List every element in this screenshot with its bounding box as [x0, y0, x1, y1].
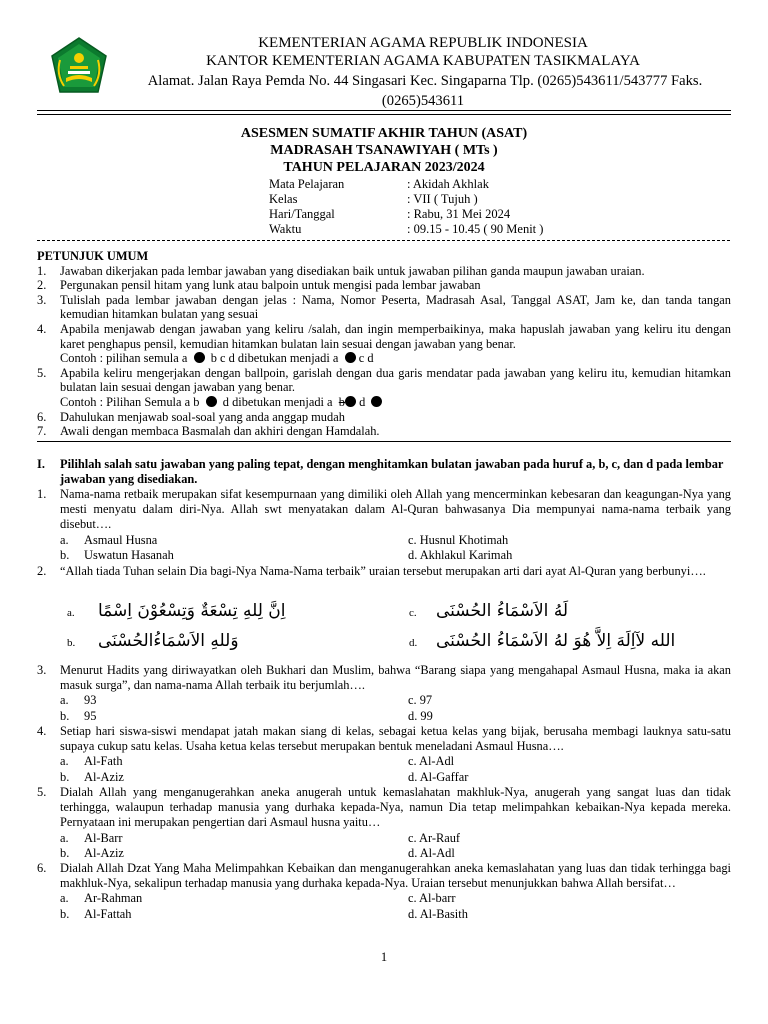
option-b: Al-Aziz	[84, 769, 124, 784]
office-fax: (0265)543611	[381, 93, 465, 109]
list-item: 7. Awali dengan membaca Basmalah dan akhiri dengan Hamdalah.	[37, 424, 380, 439]
exam-title: ASESMEN SUMATIF AKHIR TAHUN (ASAT)	[240, 126, 528, 141]
option-a: 93	[84, 693, 97, 708]
option-a-arabic: اِنَّ لِلهِ تِسْعَةٌ وَتِسْعُوْنَ اِسْمًا	[98, 601, 286, 621]
option-c: c. Al-Adl	[408, 754, 455, 769]
example-line: Contoh : pilihan semula a b c d dibetukan menjadi a c d	[60, 351, 374, 366]
office-title: KANTOR KEMENTERIAN AGAMA KABUPATEN TASIKMALAYA	[206, 53, 640, 69]
letterhead-divider	[37, 110, 731, 115]
meta-row: Kelas : VII ( Tujuh )	[269, 192, 478, 206]
meta-row: Hari/Tanggal : Rabu, 31 Mei 2024	[269, 207, 511, 221]
option-b: 95	[84, 708, 97, 723]
filled-bubble-icon	[206, 396, 217, 407]
instructions-heading: PETUNJUK UMUM	[37, 249, 149, 263]
general-instructions	[37, 249, 731, 439]
option-a: Ar-Rahman	[84, 891, 143, 906]
list-item: 2. Pergunakan pensil hitam yang lunk atau balpoin untuk mengisi pada lembar jawaban	[37, 278, 481, 293]
option-b-arabic: وَللهِ الاَسْمَاءُالحُسْنَى	[98, 631, 239, 651]
question-4: 4. Setiap hari siswa-siswi mendapat jatah makan siang di kelas, sebagai ketua kelas yang bijak, berusaha membagi lauknya satu-satu supaya cukup satu kelas. Usaha ketua kelas tersebut merupakan bentuk meneladani Asmaul Husna…. a. Al-Fath c. Al-Adl b. Al-Aziz d. Al-Gaffar	[37, 724, 731, 784]
section-instruction: I. Pilihlah salah satu jawaban yang paling tepat, dengan menghitamkan bulatan jawaban pada huruf a, b, c, dan d pada lembar jawaban yang disediakan.	[37, 457, 724, 486]
meta-row: Mata Pelajaran : Akidah Akhlak	[269, 177, 489, 191]
question-1: 1. Nama-nama retbaik merupakan sifat kesempurnaan yang dimiliki oleh Allah yang mencerminkan kebesaran dan keagungan-Nya yang mesti menyatu dalam diri-Nya. Allah swt menyatakan dalam Al-Quran bahwasanya Dia mempunyai nama-nama terbaik yang disebut…. a. Asmaul Husna c. Husnul Khotimah b. Uswatun Hasanah d. Akhlakul Karimah	[37, 487, 731, 562]
question-3: 3. Menurut Hadits yang diriwayatkan oleh Bukhari dan Muslim, bahwa “Barang siapa yang mengahapal Asmaul Husna, maka ia akan masuk surga”, dan nama-nama Allah terbaik itu berjumlah…. a. 93 c. 97 b. 95 d. 99	[37, 663, 731, 723]
option-d: d. Al-Basith	[408, 906, 468, 921]
option-c: c. Al-barr	[408, 891, 456, 906]
filled-bubble-icon	[345, 396, 356, 407]
instructions-divider	[37, 441, 731, 442]
option-a: Al-Barr	[84, 830, 123, 845]
option-d: d. Al-Adl	[408, 846, 455, 860]
list-item: 4. Apabila menjawab dengan jawaban yang keliru /salah, dan ingin memperbaikinya, maka hapuslah jawaban yang keliru itu dengan karet penghapus pensil, kemudian hitamkan bulatan lain sesuai dengan jawaban yang benar.	[37, 321, 731, 351]
filled-bubble-icon	[345, 352, 356, 363]
arabic-options-row: a. اِنَّ لِلهِ تِسْعَةٌ وَتِسْعُوْنَ اِسْمًا c. لَهُ الاَسْمَاءُ الحُسْنَى	[67, 601, 569, 621]
academic-year: TAHUN PELAJARAN 2023/2024	[283, 160, 485, 175]
question-6: 6. Dialah Allah Dzat Yang Maha Melimpahkan Kebaikan dan menganugerahkan aneka kemaslahatan yang luas dan tidak terhingga bagi makhluk-Nya, sekalipun terhadap manusia yang durhaka kepada-Nya. Uraian tersebut menunjukkan bahwa Allah bersifat… a. Ar-Rahman c. Al-barr b. Al-Fattah d. Al-Basith	[37, 861, 731, 921]
office-address: Alamat. Jalan Raya Pemda No. 44 Singasari Kec. Singaparna Tlp. (0265)543611/543777 Faks.	[147, 73, 703, 89]
example-line: Contoh : Pilihan Semula a b d dibetukan menjadi a b d	[37, 395, 731, 410]
question-5: 5. Dialah Allah yang menganugerahkan aneka anugerah untuk kemaslahatan makhluk-Nya, anugerah yang sangat luas dan tidak terhingga, walaupun terhadap manusia yang durhaka kepada-Nya, namun Dia tetap melimpahkan kebaikan-Nya kepada mereka. Pernyataan ini merupakan pengertian dari Asmaul husna yaitu… a. Al-Barr c. Ar-Rauf b. Al-Aziz d. Al-Adl	[37, 785, 731, 860]
option-a: Asmaul Husna	[84, 532, 158, 547]
meta-row: Waktu : 09.15 - 10.45 ( 90 Menit )	[269, 222, 544, 236]
ministry-title: KEMENTERIAN AGAMA REPUBLIK INDONESIA	[258, 35, 588, 51]
option-c-arabic: لَهُ الاَسْمَاءُ الحُسْنَى	[436, 601, 569, 621]
option-c: c. 97	[408, 693, 433, 708]
option-b: Al-Aziz	[84, 846, 124, 860]
school-level: MADRASAH TSANAWIYAH ( MTs )	[270, 143, 498, 158]
option-b: Uswatun Hasanah	[84, 548, 174, 562]
filled-bubble-icon	[194, 352, 205, 363]
option-d: d. Al-Gaffar	[408, 769, 469, 784]
list-item: 1. Jawaban dikerjakan pada lembar jawaban yang disediakan baik untuk jawaban pilihan ganda maupun jawaban uraian.	[37, 263, 645, 278]
option-d-arabic: الله لآاِلَهَ اِلاَّ هُوَ لهُ الاَسْمَاءُ الحُسْنَى	[436, 631, 676, 651]
list-item: 6. Dahulukan menjawab soal-soal yang anda anggap mudah	[37, 409, 345, 424]
option-c: c. Husnul Khotimah	[408, 532, 509, 547]
header-divider	[37, 240, 730, 241]
list-item: 3. Tulislah pada lembar jawaban dengan jelas : Nama, Nomor Peserta, Madrasah Asal, Tanggal ASAT, Jam ke, dan tanda tangan kemudian hitamkan bulatan yang sesuai	[37, 292, 731, 322]
exam-meta	[269, 177, 599, 237]
filled-bubble-icon	[371, 396, 382, 407]
option-d: d. Akhlakul Karimah	[408, 548, 513, 562]
list-item: 5. Apabila keliru mengerjakan dengan ballpoin, garislah dengan dua garis mendatar pada jawaban yang keliru itu, kemudian hitamkan bulatan lain sesuai dengan jawaban yang benar.	[37, 365, 731, 395]
option-a: Al-Fath	[84, 754, 123, 769]
question-2: 2. “Allah tiada Tuhan selain Dia bagi-Nya Nama-Nama terbaik” uraian tersebut merupakan arti dari ayat Al-Quran yang berbunyi….	[37, 564, 706, 578]
arabic-options-row: b. وَللهِ الاَسْمَاءُالحُسْنَى d. الله لآاِلَهَ اِلاَّ هُوَ لهُ الاَسْمَاءُ الحُسْنَى	[67, 631, 676, 651]
page-number: 1	[380, 950, 388, 964]
option-b: Al-Fattah	[84, 906, 132, 921]
option-c: c. Ar-Rauf	[408, 830, 461, 845]
option-d: d. 99	[408, 708, 433, 723]
